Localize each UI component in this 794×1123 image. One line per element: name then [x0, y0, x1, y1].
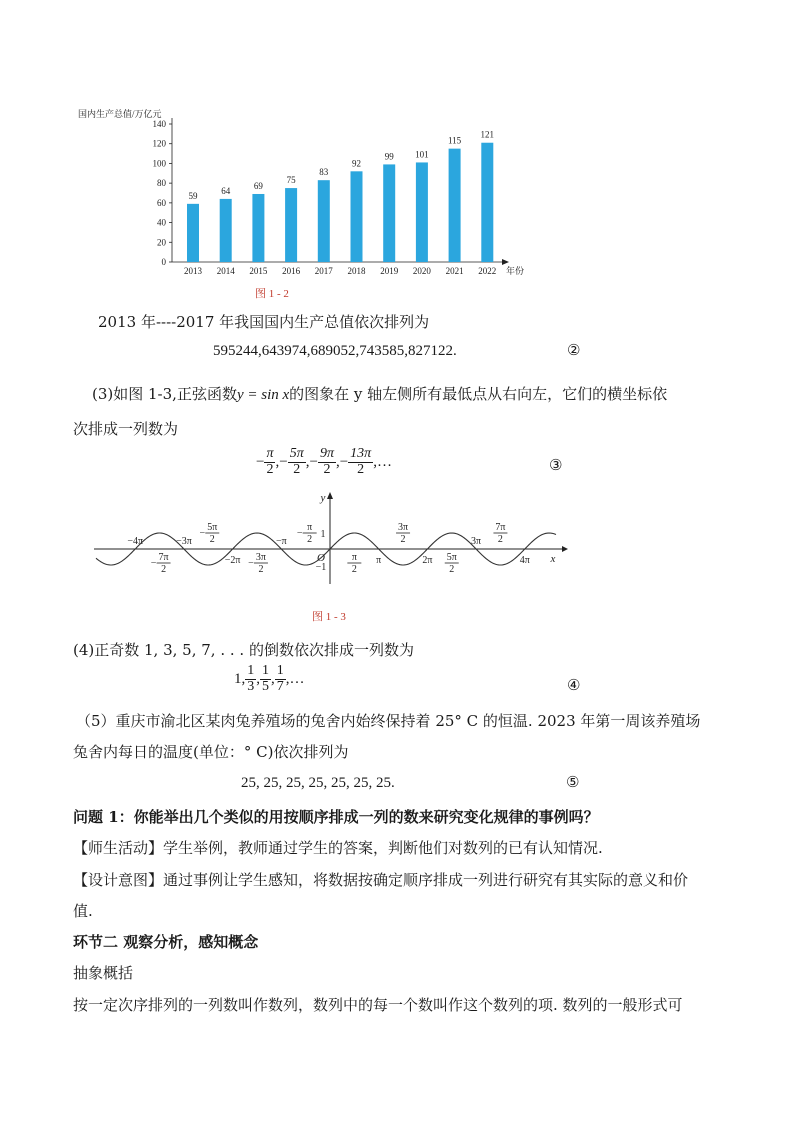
tick-num-7: 7π [495, 522, 506, 533]
tick-text-5: 2π [422, 555, 433, 566]
abstract-heading: 抽象概括 [73, 964, 134, 982]
y-tick-label-3: 60 [157, 197, 166, 208]
sine-graph-svg [90, 488, 570, 588]
x-tick-label-2014: 2014 [216, 266, 235, 276]
tick-den-5: 2 [400, 534, 406, 545]
seq3-den-2: 2 [323, 461, 331, 477]
x-tick-label-2018: 2018 [347, 266, 366, 276]
section-heading-2: 环节二 观察分析，感知概念 [73, 933, 259, 951]
item3-text-b: 的图象在 y 轴左侧所有最低点从右向左，它们的横坐标依 [289, 385, 668, 403]
item3-line2: 次排成一列数为 [73, 420, 179, 438]
x-axis-label: 年份 [506, 266, 525, 276]
tick-num-0: 7π [158, 552, 169, 563]
equation-marker-2: ② [567, 341, 581, 359]
x-axis-arrow [502, 259, 509, 265]
y-tick-label-2: 40 [157, 217, 166, 228]
figure-caption-1-3: 图 1 - 3 [312, 611, 346, 623]
equation-marker-5: ⑤ [566, 773, 580, 791]
x-axis-letter: x [550, 553, 556, 565]
x-tick-label-2017: 2017 [314, 266, 333, 276]
item5-line2: 兔舍内每日的温度(单位：° C)依次排列为 [73, 743, 349, 761]
y-axis-letter: y [320, 492, 326, 504]
question-1: 问题 1：你能举出几个类似的用按顺序排成一列的数来研究变化规律的事例吗？ [73, 808, 599, 826]
seq3-sign-3: ,− [335, 453, 349, 470]
bar-2018 [351, 171, 363, 262]
sequence-5: 25, 25, 25, 25, 25, 25, 25. [241, 775, 395, 791]
tick-text-1: −2π [224, 555, 241, 566]
y-tick-label-5: 100 [152, 158, 166, 169]
x-tick-label-2021: 2021 [445, 266, 464, 276]
equation-marker-3: ③ [549, 456, 563, 474]
below-tick-label-0 [151, 552, 171, 575]
below-tick-label-2 [248, 552, 268, 575]
tick-den-0: 2 [161, 564, 167, 575]
x-tick-label-2020: 2020 [412, 266, 431, 276]
item5-line1: （5）重庆市渝北区某肉兔养殖场的兔舍内始终保持着 25° C 的恒温. 2023 年第一周该养殖场 [76, 712, 701, 730]
tick-num-2: 5π [207, 522, 218, 533]
above-tick-label-4 [297, 522, 317, 545]
bar-2014 [220, 199, 232, 262]
seq4-lead: 1, [234, 670, 246, 687]
bar-value-label-2016: 75 [286, 175, 296, 186]
seq3-den-1: 2 [293, 461, 301, 477]
seq4-den-1: 5 [262, 678, 269, 694]
sequence-4: 1, $\frac{1}{3}$ , $\frac{1}{5}$ , $\frac{1}{7}$ ,… [234, 663, 305, 694]
above-tick-label-7 [493, 522, 507, 545]
tick-num-3: π [351, 552, 357, 563]
y-tick-label-7: 140 [152, 119, 166, 129]
above-tick-label-5 [396, 522, 410, 545]
tick-sign-4: − [296, 528, 303, 539]
design-intent-line2: 值. [73, 902, 93, 920]
tick-den-6: 2 [449, 564, 455, 575]
tick-den-2: 2 [209, 534, 215, 545]
seq3-num-1: 5π [289, 446, 304, 461]
item3-line1 [92, 383, 667, 404]
above-tick-label-2 [199, 522, 219, 545]
tick-text-7: 4π [519, 555, 530, 566]
above-tick-label-3 [276, 536, 287, 547]
tick-text-0: −4π [127, 536, 144, 547]
seq3-fraction-1 [288, 447, 306, 477]
tick-den-7: 2 [497, 534, 503, 545]
seq3-den-0: 2 [266, 461, 274, 477]
seq3-fraction-0 [264, 447, 275, 477]
below-tick-label-5 [422, 555, 432, 566]
seq3-sign-0: − [256, 453, 265, 470]
bar-2020 [416, 162, 428, 262]
seq3-sign-1: ,− [275, 453, 288, 470]
y-tick-label-4: 80 [157, 178, 166, 189]
item4-text: (4)正奇数 1, 3, 5, 7, . . . 的倒数依次排成一列数为 [73, 641, 414, 659]
seq3-tail: ,… [373, 453, 392, 470]
y-label-1: 1 [320, 529, 326, 540]
x-tick-label-2015: 2015 [249, 266, 268, 276]
tick-text-6: 3π [471, 536, 482, 547]
below-tick-label-1 [225, 555, 241, 566]
tick-sign-2: − [199, 528, 206, 539]
seq4-den-2: 7 [276, 678, 284, 694]
seq4-num-1: 1 [262, 663, 269, 678]
gdp-bar-chart-svg [70, 100, 530, 300]
seq3-sign-2: ,− [305, 453, 318, 470]
below-tick-label-7 [520, 555, 530, 566]
above-tick-label-1 [176, 536, 192, 547]
bar-2013 [187, 204, 199, 262]
y-tick-label-6: 120 [152, 138, 166, 149]
bar-value-label-2021: 115 [448, 135, 462, 146]
sine-graph [90, 488, 570, 588]
y-tick-label-0: 0 [161, 257, 166, 267]
item3-text-a: (3)如图 1-3,正弦函数 [92, 385, 237, 403]
item3-formula: y = sin x [236, 387, 290, 403]
bar-value-label-2020: 101 [415, 149, 429, 160]
seq4-den-0: 3 [247, 678, 255, 694]
tick-text-3: −π [275, 536, 287, 547]
tick-den-3: 2 [351, 564, 357, 575]
gdp-sequence: 595244,643974,689052,743585,827122. [213, 343, 457, 359]
bar-value-label-2018: 92 [352, 158, 361, 169]
teacher-student-activity: 【师生活动】学生举例，教师通过学生的答案，判断他们对数列的已有认知情况. [73, 839, 603, 857]
bar-2015 [252, 194, 264, 262]
x-axis-arrow [562, 546, 568, 552]
origin-label: O [317, 552, 325, 564]
seq4-tail: ,… [285, 670, 305, 687]
below-tick-label-3 [347, 552, 361, 575]
y-axis-label: 国内生产总值/万亿元 [78, 109, 162, 119]
seq4-fraction-1 [260, 664, 271, 694]
above-tick-label-0 [127, 536, 143, 547]
sequence-3 [256, 447, 392, 477]
x-tick-label-2013: 2013 [184, 266, 202, 276]
bar-value-label-2017: 83 [319, 167, 329, 178]
above-tick-label-6 [471, 536, 481, 547]
y-tick-label-1: 20 [157, 237, 166, 248]
tick-text-4: π [376, 555, 382, 566]
tick-sign-2: − [248, 558, 254, 569]
figure-caption-1-2: 图 1 - 2 [255, 288, 289, 300]
bar-value-label-2022: 121 [480, 129, 495, 140]
gdp-bar-chart [70, 100, 530, 300]
bar-2019 [383, 164, 395, 262]
bar-value-label-2013: 59 [188, 190, 198, 201]
equation-marker-4: ④ [567, 676, 581, 694]
seq3-fraction-3 [348, 447, 373, 477]
tick-num-6: 5π [446, 552, 457, 563]
bar-2017 [318, 180, 330, 262]
x-tick-label-2016: 2016 [282, 266, 301, 276]
design-intent-line1: 【设计意图】通过事例让学生感知，将数据按确定顺序排成一列进行研究有其实际的意义和价 [73, 871, 689, 889]
bar-value-label-2015: 69 [253, 180, 263, 191]
bar-2021 [449, 149, 461, 262]
tick-num-2: 3π [255, 552, 266, 563]
seq3-num-0: π [266, 446, 274, 461]
tick-den-4: 2 [307, 534, 313, 545]
bar-2016 [285, 188, 297, 262]
tick-num-5: 3π [398, 522, 409, 533]
seq4-num-2: 1 [276, 663, 284, 678]
seq3-num-3: 13π [350, 446, 372, 461]
bar-value-label-2019: 99 [384, 151, 394, 162]
x-tick-label-2022: 2022 [478, 266, 497, 276]
sequence-definition: 按一定次序排列的一列数叫作数列，数列中的每一个数叫作这个数列的项. 数列的一般形式可 [73, 996, 683, 1014]
tick-text-1: −3π [176, 536, 192, 547]
seq3-fraction-2 [318, 447, 336, 477]
tick-sign-0: − [150, 558, 157, 569]
gdp-intro-text: 2013 年----2017 年我国国内生产总值依次排列为 [98, 313, 430, 331]
seq4-fraction-0 [245, 664, 256, 694]
seq3-den-3: 2 [357, 461, 365, 477]
y-axis-arrow [327, 492, 333, 499]
bar-2022 [481, 143, 493, 262]
below-tick-label-4 [376, 555, 381, 566]
x-tick-label-2019: 2019 [380, 266, 399, 276]
tick-num-4: π [307, 522, 313, 533]
seq4-num-0: 1 [247, 663, 255, 678]
seq4-fraction-2 [275, 664, 286, 694]
y-label-neg1: −1 [315, 562, 327, 573]
below-tick-label-6 [445, 552, 459, 575]
bar-value-label-2014: 64 [221, 185, 231, 196]
tick-den-2: 2 [258, 564, 264, 575]
seq3-num-2: 9π [319, 446, 334, 461]
